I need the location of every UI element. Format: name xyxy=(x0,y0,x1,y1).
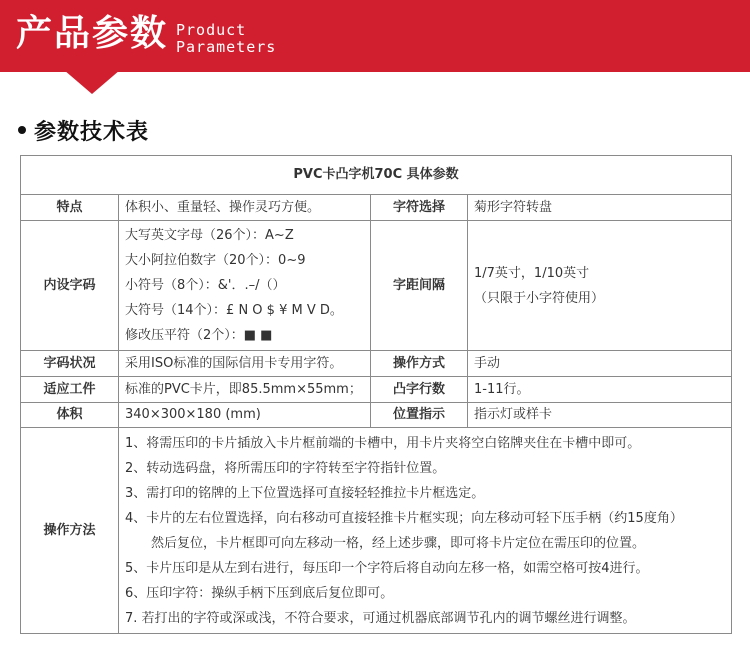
table-row-charset xyxy=(21,221,732,351)
method-step: 然后复位，卡片框即可向左移动一格，经上述步骤，即可将卡片定位在需压印的位置。 xyxy=(151,535,646,551)
table-row-status xyxy=(21,351,732,377)
spec-table xyxy=(20,155,732,634)
table-row-volume xyxy=(21,403,732,428)
table-title: PVC卡凸字机70C 具体参数 xyxy=(21,156,732,195)
value-charset xyxy=(119,221,371,351)
value-workpiece: 标准的PVC卡片，即85.5mm×55mm； xyxy=(119,377,371,403)
method-step: 3、需打印的铭牌的上下位置选择可直接轻轻推拉卡片框选定。 xyxy=(125,485,485,501)
spacing-line: 1/7英寸，1/10英寸 xyxy=(474,265,590,281)
section-heading xyxy=(18,114,149,146)
charset-line: 小符号（8个）：&'．.–/（） xyxy=(125,278,286,293)
label-charset: 内设字码 xyxy=(21,221,119,351)
table-row-workpiece xyxy=(21,377,732,403)
banner-notch xyxy=(64,70,120,94)
value-position: 指示灯或样卡 xyxy=(468,403,732,428)
value-spacing xyxy=(468,221,732,351)
label-volume: 体积 xyxy=(21,403,119,428)
label-method: 操作方法 xyxy=(21,428,119,634)
charset-line: 修改压平符（2个）：■ ■ xyxy=(125,328,273,343)
value-status: 采用ISO标准的国际信用卡专用字符。 xyxy=(119,351,371,377)
label-char-select: 字符选择 xyxy=(371,195,468,221)
value-features: 体积小、重量轻、操作灵巧方便。 xyxy=(119,195,371,221)
charset-line: 大符号（14个）：£ N O $ ¥ M V D。 xyxy=(125,303,343,318)
value-lines: 1-11行。 xyxy=(468,377,732,403)
banner-title: 产品参数 xyxy=(16,13,169,54)
label-workpiece: 适应工件 xyxy=(21,377,119,403)
value-operation: 手动 xyxy=(468,351,732,377)
method-step: 6、压印字符：操纵手柄下压到底后复位即可。 xyxy=(125,585,394,601)
method-step: 7. 若打出的字符或深或浅，不符合要求，可通过机器底部调节孔内的调节螺丝进行调整。 xyxy=(125,610,636,626)
charset-line: 大写英文字母（26个）：A~Z xyxy=(125,228,294,243)
value-method xyxy=(119,428,732,634)
label-lines: 凸字行数 xyxy=(371,377,468,403)
table-title-row xyxy=(21,156,732,195)
label-spacing: 字距间隔 xyxy=(371,221,468,351)
value-volume: 340×300×180 (mm) xyxy=(119,403,371,428)
table-row-features xyxy=(21,195,732,221)
spacing-line: （只限于小字符使用） xyxy=(474,290,605,306)
banner-subtitle-line2: Parameters xyxy=(176,38,277,56)
method-step: 4、卡片的左右位置选择，向右移动可直接轻推卡片框实现；向左移动可轻下压手柄（约15度角） xyxy=(125,510,683,526)
label-position: 位置指示 xyxy=(371,403,468,428)
table-row-method xyxy=(21,428,732,634)
label-operation: 操作方式 xyxy=(371,351,468,377)
method-step: 5、卡片压印是从左到右进行，每压印一个字符后将自动向左移一格，如需空格可按4进行。 xyxy=(125,560,649,576)
section-title: 参数技术表 xyxy=(34,119,150,145)
method-step: 2、转动选码盘，将所需压印的字符转至字符指针位置。 xyxy=(125,460,446,476)
value-char-select: 菊形字符转盘 xyxy=(468,195,732,221)
label-features: 特点 xyxy=(21,195,119,221)
banner-subtitle xyxy=(176,22,276,56)
banner-subtitle-line1: Product xyxy=(176,21,247,39)
bullet-dot-icon xyxy=(18,126,26,134)
label-status: 字码状况 xyxy=(21,351,119,377)
method-step: 1、将需压印的卡片插放入卡片框前端的卡槽中，用卡片夹将空白铭牌夹住在卡槽中即可。 xyxy=(125,435,641,451)
charset-line: 大小阿拉伯数字（20个）：0~9 xyxy=(125,253,306,268)
